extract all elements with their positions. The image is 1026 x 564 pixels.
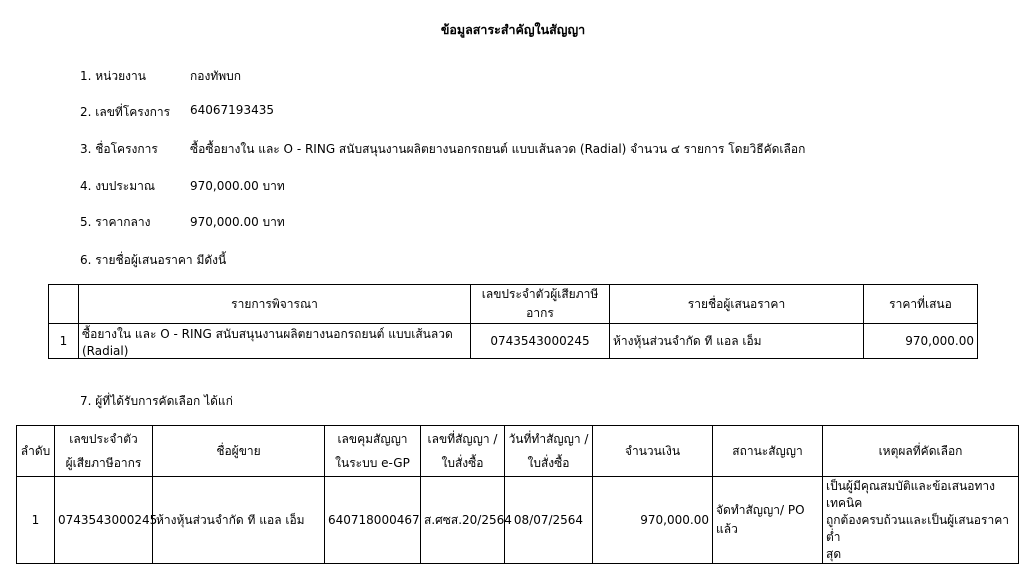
column-header: เหตุผลที่คัดเลือก [823,426,1019,477]
table-cell: ซื้อยางใน และ O - RING สนับสนุนงานผลิตยางนอกรถยนต์ แบบเส้นลวด (Radial) [79,324,471,359]
column-header: วันที่ทำสัญญา / ใบสั่งซื้อ [505,426,593,477]
column-header: สถานะสัญญา [713,426,823,477]
field-label: 1. หน่วยงาน [80,69,146,83]
seq-cell: 1 [17,477,55,564]
egp-number-cell: 640718000467 [325,477,421,564]
page-title: ข้อมูลสาระสำคัญในสัญญา [440,22,586,37]
table-cell: 970,000.00 [864,324,978,359]
field-value: กองทัพบก [190,69,242,83]
table-cell: 1 [49,324,79,359]
table-cell: ห้างหุ้นส่วนจำกัด ที แอล เอ็ม [610,324,864,359]
table-header-row [49,285,978,324]
field-value: ซื้อซื้อยางใน และ O - RING สนับสนุนงานผลิตยางนอกรถยนต์ แบบเส้นลวด (Radial) จำนวน ๔ รายการ โดยวิธีคัดเลือก [190,142,806,156]
field-label: 5. ราคากลาง [80,215,151,229]
amount-cell: 970,000.00 [593,477,713,564]
column-header: จำนวนเงิน [593,426,713,477]
column-header: เลขคุมสัญญา ในระบบ e-GP [325,426,421,477]
column-header: ชื่อผู้ขาย [153,426,325,477]
field-label: 3. ชื่อโครงการ [80,142,158,156]
field-value: 64067193435 [190,103,274,117]
column-header: ราคาที่เสนอ [864,285,978,324]
bidders-heading: 6. รายชื่อผู้เสนอราคา มีดังนี้ [80,253,227,267]
column-header: รายชื่อผู้เสนอราคา [610,285,864,324]
contract-date-cell: 08/07/2564 [505,477,593,564]
column-header: เลขประจำตัว ผู้เสียภาษีอากร [55,426,153,477]
vendor-cell: ห้างหุ้นส่วนจำกัด ที แอล เอ็ม [153,477,325,564]
column-header: เลขประจำตัวผู้เสียภาษีอากร [471,285,610,324]
field-label: 2. เลขที่โครงการ [80,105,171,119]
selected-heading: 7. ผู้ที่ได้รับการคัดเลือก ได้แก่ [80,394,233,408]
column-header: รายการพิจารณา [79,285,471,324]
reason-cell: เป็นผู้มีคุณสมบัติและข้อเสนอทางเทคนิค ถูกต้องครบถ้วนและเป็นผู้เสนอราคา ต่ำ สุด [823,477,1019,564]
column-header: เลขที่สัญญา / ใบสั่งซื้อ [421,426,505,477]
selected-vendor-table [16,425,1019,564]
table-row [49,324,978,359]
column-header: ลำดับ [17,426,55,477]
contract-number-cell: ส.ศซส.20/2564 [421,477,505,564]
field-label: 4. งบประมาณ [80,179,156,193]
field-value: 970,000.00 บาท [190,179,285,193]
table-row [17,477,1019,564]
field-value: 970,000.00 บาท [190,215,285,229]
table-header-row [17,426,1019,477]
column-header [49,285,79,324]
table-cell: 0743543000245 [471,324,610,359]
bidders-table [48,284,978,359]
tax-id-cell: 0743543000245 [55,477,153,564]
status-cell: จัดทำสัญญา/ PO แล้ว [713,477,823,564]
